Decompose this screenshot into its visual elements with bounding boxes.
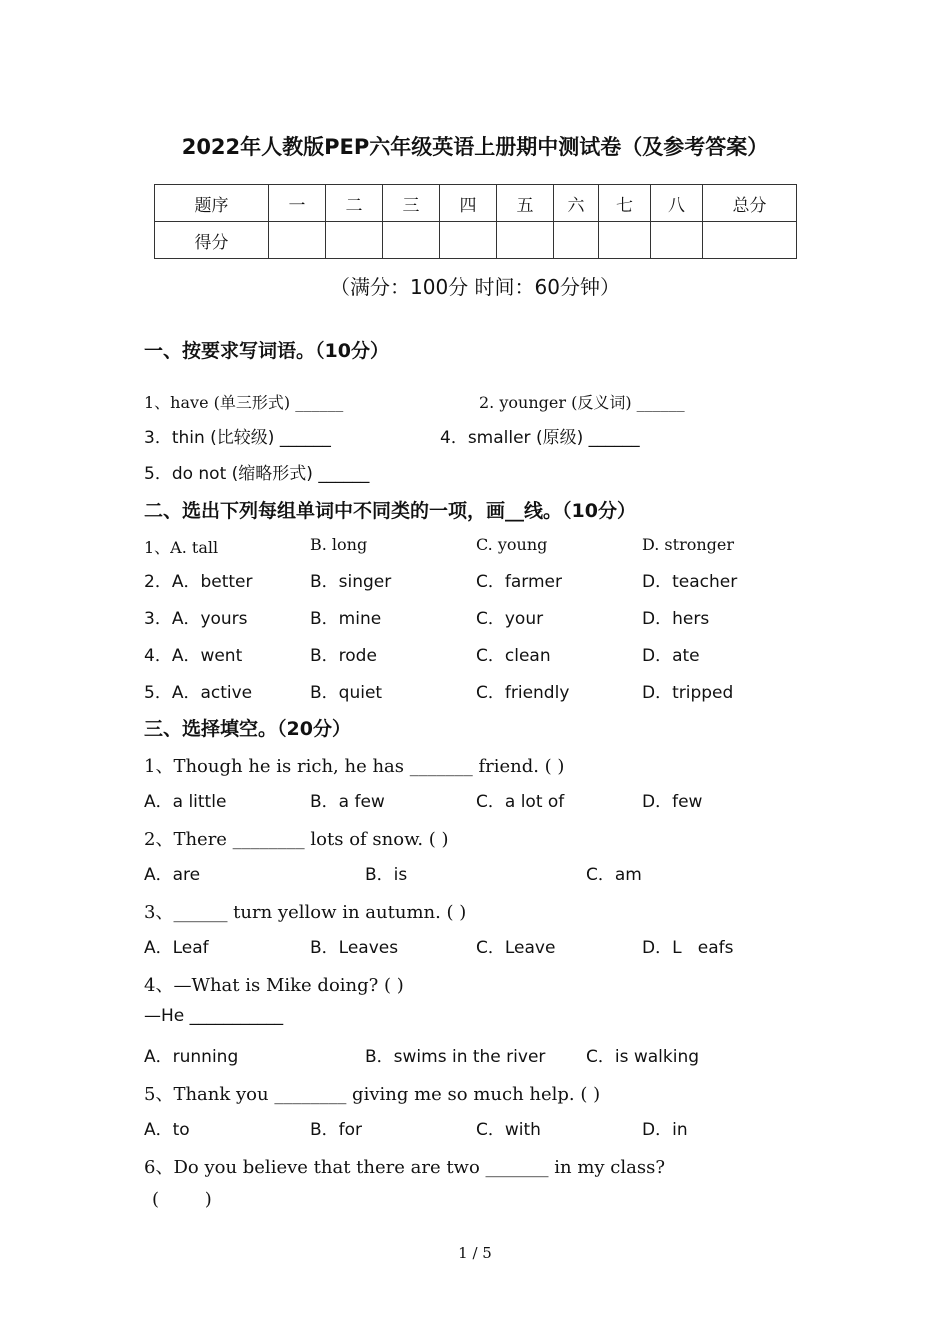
score-row-label: 得分 [155, 222, 269, 259]
section2-row3-d: D．hers [642, 609, 710, 629]
section3-q1-opt-d: D．few [642, 792, 703, 812]
section1-q1: 1、have (单三形式) ______ [144, 393, 344, 412]
section2-row3-b: B．mine [310, 609, 382, 629]
section2-row2-d: D．teacher [642, 572, 738, 592]
section3-q4-opt-c: C．is walking [586, 1047, 700, 1067]
section3-q5: 5、Thank you ________ giving me so much help. ( ) [144, 1084, 601, 1105]
section3-q5-opt-d: D．in [642, 1120, 688, 1140]
page-title: 2022年人教版PEP六年级英语上册期中测试卷（及参考答案） [181, 135, 769, 159]
score-header-cell: 四 [440, 185, 497, 222]
score-header-cell: 一 [269, 185, 326, 222]
score-cell[interactable] [651, 222, 703, 259]
section1-q5: 5．do not (缩略形式) ______ [144, 464, 370, 484]
section2-row1-c: C. young [476, 535, 548, 554]
section3-q3-opt-c: C．Leave [476, 938, 556, 958]
section2-row2-c: C．farmer [476, 572, 562, 592]
score-table [154, 184, 797, 259]
exam-meta: （满分：100分 时间：60分钟） [330, 275, 620, 299]
section3-q4: 4、—What is Mike doing? ( ) [144, 975, 404, 996]
section3-q1-opt-b: B．a few [310, 792, 385, 812]
score-header-cell: 三 [383, 185, 440, 222]
section2-heading: 二、选出下列每组单词中不同类的一项，画__线。（10分） [144, 500, 636, 522]
section3-q2: 2、There ________ lots of snow. ( ) [144, 829, 449, 850]
score-table-header-row [155, 185, 797, 222]
section2-row1-a: 1、A. tall [144, 538, 219, 557]
score-header-cell: 二 [326, 185, 383, 222]
section3-q4-answer-line: —He ___________ [144, 1006, 284, 1026]
section3-q2-opt-a: A．are [144, 865, 201, 885]
section3-q3-opt-a: A．Leaf [144, 938, 209, 958]
section2-row4-c: C．clean [476, 646, 551, 666]
section3-q3-opt-b: B．Leaves [310, 938, 399, 958]
section3-q2-opt-b: B．is [365, 865, 408, 885]
score-table-score-row [155, 222, 797, 259]
score-header-cell: 题序 [155, 185, 269, 222]
section2-row2-a: 2．A．better [144, 572, 253, 592]
section2-row2-b: B．singer [310, 572, 392, 592]
section2-row5-d: D．tripped [642, 683, 734, 703]
section3-heading: 三、选择填空。（20分） [144, 718, 351, 740]
section2-row4-b: B．rode [310, 646, 377, 666]
section2-row3-a: 3．A．yours [144, 609, 248, 629]
section2-row5-b: B．quiet [310, 683, 383, 703]
section2-row4-d: D．ate [642, 646, 700, 666]
section1-q2: 2. younger (反义词) ______ [479, 393, 685, 412]
section3-q4-opt-a: A．running [144, 1047, 239, 1067]
section3-q3: 3、______ turn yellow in autumn. ( ) [144, 902, 467, 923]
score-header-cell: 八 [651, 185, 703, 222]
score-header-cell: 五 [497, 185, 554, 222]
score-header-cell: 六 [554, 185, 599, 222]
section3-q5-opt-b: B．for [310, 1120, 363, 1140]
page-number: 1 / 5 [458, 1244, 492, 1262]
section1-q3: 3．thin (比较级) ______ [144, 428, 331, 448]
section3-q5-opt-a: A．to [144, 1120, 190, 1140]
score-cell[interactable] [269, 222, 326, 259]
section2-row3-c: C．your [476, 609, 544, 629]
section1-q4: 4．smaller (原级) ______ [440, 428, 640, 448]
section2-row5-a: 5．A．active [144, 683, 253, 703]
section2-row4-a: 4．A．went [144, 646, 243, 666]
section1-heading: 一、按要求写词语。（10分） [144, 340, 389, 362]
section3-q1: 1、Though he is rich, he has _______ friend. ( ) [144, 756, 565, 777]
score-cell[interactable] [326, 222, 383, 259]
score-cell[interactable] [703, 222, 797, 259]
score-cell[interactable] [497, 222, 554, 259]
section3-q4-opt-b: B．swims in the river [365, 1047, 546, 1067]
section2-row1-b: B. long [310, 535, 368, 554]
score-cell[interactable] [554, 222, 599, 259]
score-header-cell: 总分 [703, 185, 797, 222]
section2-row1-d: D. stronger [642, 535, 735, 554]
score-header-cell: 七 [599, 185, 651, 222]
section3-q6-answer-paren: ( ) [152, 1189, 212, 1210]
section3-q3-opt-d: D．L eafs [642, 938, 734, 958]
score-cell[interactable] [383, 222, 440, 259]
section3-q5-opt-c: C．with [476, 1120, 541, 1140]
score-cell[interactable] [599, 222, 651, 259]
section3-q2-opt-c: C．am [586, 865, 642, 885]
section3-q6: 6、Do you believe that there are two _______ in my class? [144, 1157, 665, 1178]
section2-row5-c: C．friendly [476, 683, 570, 703]
score-cell[interactable] [440, 222, 497, 259]
section3-q1-opt-c: C．a lot of [476, 792, 565, 812]
section3-q1-opt-a: A．a little [144, 792, 227, 812]
